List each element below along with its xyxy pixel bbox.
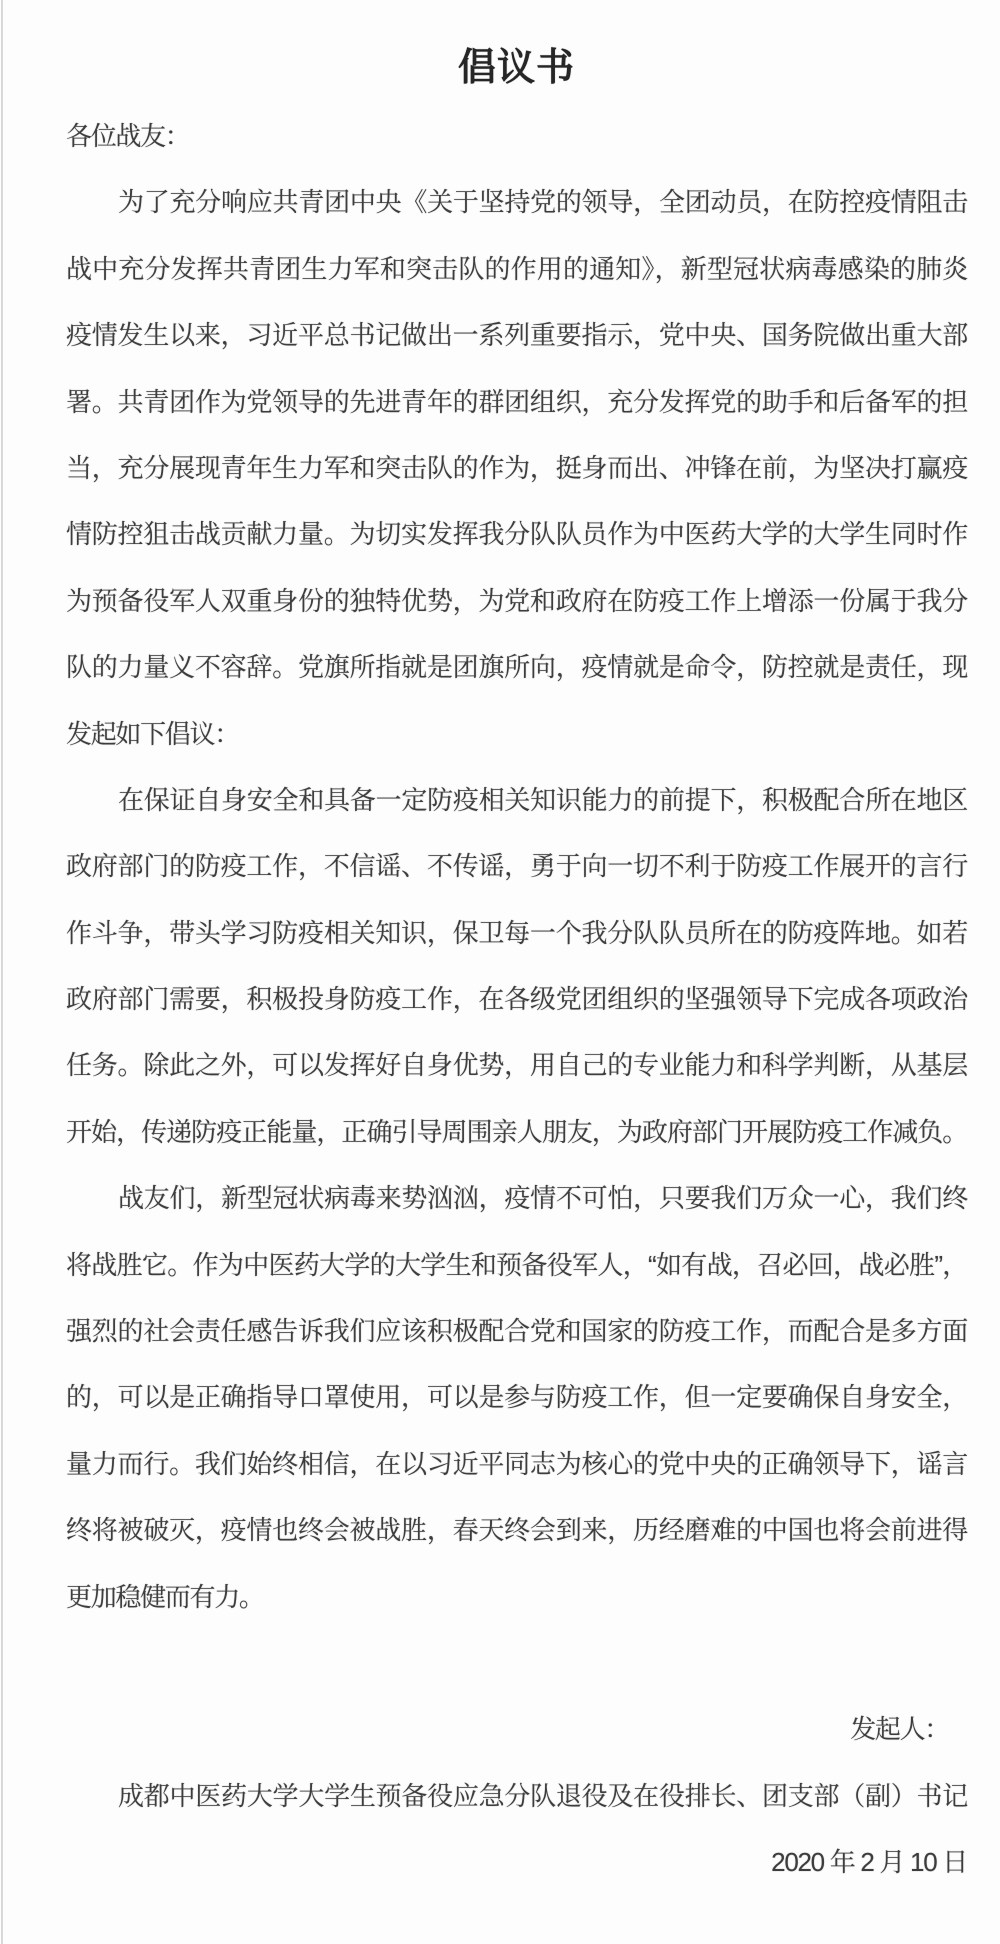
text-line-3: 疫情发生以来，习近平总书记做出一系列重要指示，党中央、国务院做出重大部 [66, 320, 967, 351]
text-line-20: 量力而行。我们始终相信，在以习近平同志为核心的党中央的正确领导下，谣言 [66, 1448, 967, 1479]
text-line-11: 政府部门的防疫工作，不信谣、不传谣，勇于向一切不利于防疫工作展开的言行 [66, 851, 967, 882]
document-body [66, 103, 967, 1896]
page-left-edge-line [1, 0, 3, 1944]
text-line-2: 战中充分发挥共青团生力军和突击队的作用的通知》，新型冠状病毒感染的肺炎 [66, 253, 967, 284]
text-line-1: 为了充分响应共青团中央《关于坚持党的领导，全团动员，在防控疫情阻击 [118, 187, 967, 218]
text-line-22: 更加稳健而有力。 [66, 1581, 264, 1612]
text-line-16: 战友们，新型冠状病毒来势汹汹，疫情不可怕，只要我们万众一心，我们终 [118, 1183, 967, 1214]
text-line-12: 作斗争，带头学习防疫相关知识，保卫每一个我分队队员所在的防疫阵地。如若 [66, 917, 967, 948]
text-line-0: 各位战友： [66, 121, 190, 151]
text-line-6: 情防控狙击战贡献力量。为切实发挥我分队队员作为中医药大学的大学生同时作 [66, 519, 967, 550]
text-line-9: 发起如下倡议： [66, 718, 239, 749]
text-line-4: 署。共青团作为党领导的先进青年的群团组织，充分发挥党的助手和后备军的担 [66, 386, 967, 417]
text-line-21: 终将被破灭，疫情也终会被战胜，春天终会到来，历经磨难的中国也将会前进得 [66, 1515, 967, 1546]
text-line-23 [66, 1630, 967, 1696]
text-line-15: 开始，传递防疫正能量，正确引导周围亲人朋友，为政府部门开展防疫工作减负。 [66, 1116, 967, 1147]
text-line-26: 2020 年 2 月 10 日 [771, 1847, 967, 1878]
text-line-17: 将战胜它。作为中医药大学的大学生和预备役军人，“如有战，召必回，战必胜”， [66, 1249, 967, 1280]
text-line-7: 为预备役军人双重身份的独特优势，为党和政府在防疫工作上增添一份属于我分 [66, 585, 967, 616]
text-line-19: 的，可以是正确指导口罩使用，可以是参与防疫工作，但一定要确保自身安全， [66, 1382, 967, 1413]
text-line-25: 成都中医药大学大学生预备役应急分队退役及在役排长、团支部（副）书记 [118, 1780, 967, 1811]
text-line-24: 发起人： [850, 1714, 949, 1745]
text-line-10: 在保证自身安全和具备一定防疫相关知识能力的前提下，积极配合所在地区 [118, 784, 967, 815]
text-line-13: 政府部门需要，积极投身防疫工作，在各级党团组织的坚强领导下完成各项政治 [66, 984, 967, 1015]
text-line-14: 任务。除此之外，可以发挥好自身优势，用自己的专业能力和科学判断，从基层 [66, 1050, 967, 1081]
text-line-5: 当，充分展现青年生力军和突击队的作为，挺身而出、冲锋在前，为坚决打赢疫 [66, 452, 967, 483]
document-title: 倡议书 [457, 47, 575, 89]
text-line-8: 队的力量义不容辞。党旗所指就是团旗所向，疫情就是命令，防控就是责任，现 [66, 652, 967, 683]
text-line-18: 强烈的社会责任感告诉我们应该积极配合党和国家的防疫工作，而配合是多方面 [66, 1316, 967, 1347]
